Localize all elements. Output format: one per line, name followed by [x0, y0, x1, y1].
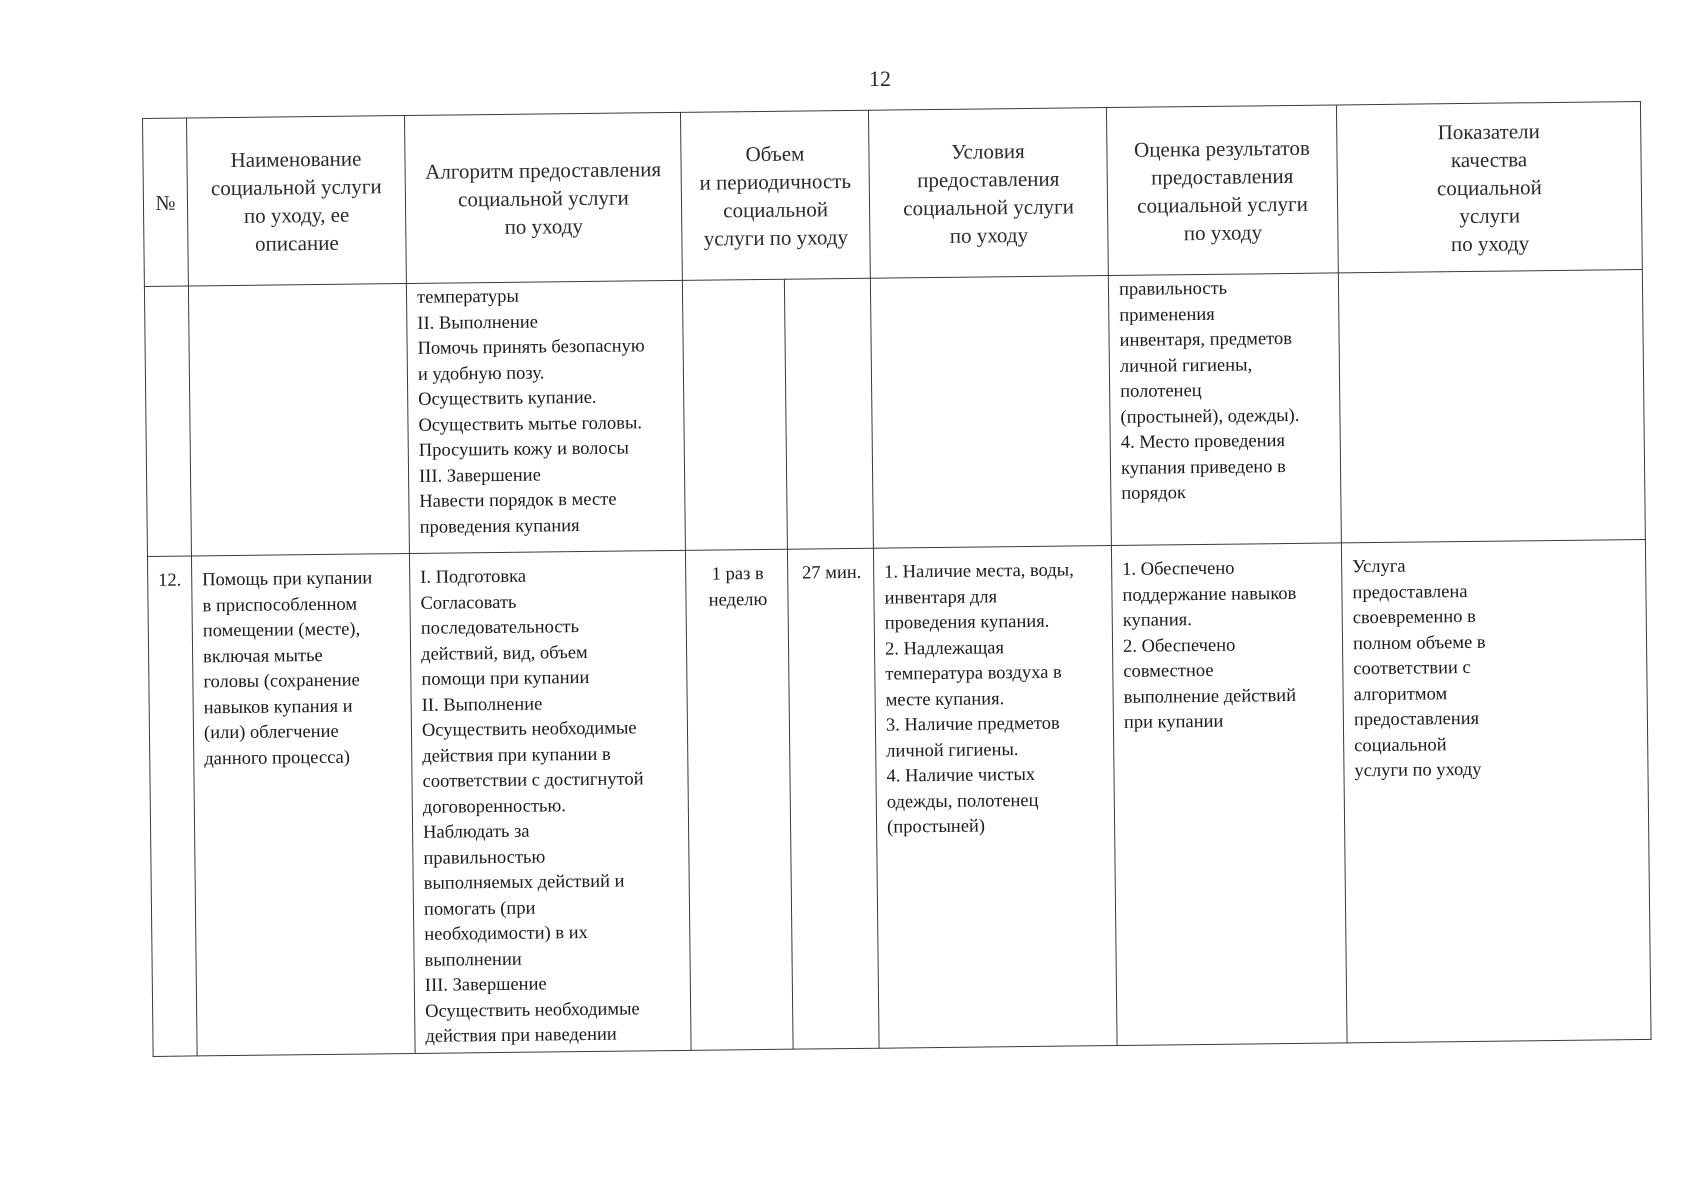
text-line: 2. Обеспечено: [1122, 635, 1236, 657]
text-line: услуги по уходу: [703, 224, 849, 251]
text-line: социальной: [1354, 734, 1447, 756]
text-line: 1. Наличие места, воды,: [884, 560, 1074, 583]
text-line: действия при купании в: [422, 744, 611, 767]
text-line: поддержание навыков: [1122, 583, 1297, 606]
text-line: помощи при купании: [421, 667, 590, 690]
text-line: по уходу: [1183, 219, 1263, 245]
text-line: выполнение действий: [1123, 685, 1297, 708]
header-evaluation: [1106, 105, 1338, 276]
text-line: действия при наведении: [425, 1024, 617, 1047]
text-line: и удобную позу.: [417, 362, 545, 385]
table-row-12: [147, 539, 1651, 1055]
text-line: Согласовать: [420, 592, 517, 614]
text-line: Помочь принять безопасную: [417, 336, 645, 359]
cell-name-empty: [188, 284, 409, 556]
text-line: действий, вид, объем: [420, 642, 588, 665]
text-line: купания.: [1122, 610, 1192, 631]
text-line: Объем: [745, 140, 805, 166]
cell-quality-empty: [1338, 269, 1645, 542]
cell-duration: 27 мин.: [787, 548, 879, 1048]
cell-algorithm-continued: [406, 280, 685, 553]
cell-num: 12.: [147, 556, 197, 1056]
text-line: температура воздуха в: [885, 662, 1062, 685]
table-header-row: [143, 102, 1643, 287]
cell-evaluation-continued: [1108, 273, 1341, 546]
text-line: социальной услуги: [210, 173, 382, 200]
text-line: Осуществить купание.: [418, 387, 597, 410]
text-line: по уходу, ее: [243, 202, 350, 228]
text-line: Просушить кожу и волосы: [418, 438, 629, 461]
text-line: неделю: [708, 589, 768, 611]
header-algorithm: [404, 112, 682, 283]
text-line: необходимости) в их: [424, 922, 588, 945]
text-line: Услуга: [1352, 556, 1406, 578]
text-line: Осуществить необходимые: [421, 718, 637, 741]
header-quality: [1336, 102, 1642, 273]
text-line: по уходу: [504, 213, 584, 239]
text-line: договоренностью.: [422, 795, 567, 818]
services-table: [142, 101, 1652, 1056]
text-line: личной гигиены,: [1119, 354, 1253, 377]
text-line: порядок: [1121, 483, 1187, 504]
text-line: социальной услуги: [457, 184, 629, 211]
cell-conditions: [873, 546, 1117, 1048]
text-line: выполнении: [424, 949, 522, 971]
text-line: навыков купания и: [203, 696, 353, 718]
text-line: проведения купания.: [884, 611, 1050, 634]
header-volume: [680, 110, 870, 280]
text-line: III. Завершение: [424, 974, 547, 996]
text-line: инвентаря, предметов: [1119, 328, 1293, 351]
text-line: последовательность: [420, 617, 580, 639]
text-line: качества: [1450, 146, 1528, 172]
text-line: по уходу: [949, 222, 1029, 248]
text-line: Условия: [951, 138, 1025, 164]
text-line: Наблюдать за: [423, 821, 530, 843]
text-line: социальной услуги: [903, 193, 1075, 220]
text-line: социальной: [723, 196, 829, 222]
text-line: правильностью: [423, 846, 546, 869]
text-line: по уходу: [1450, 230, 1530, 256]
text-line: личной гигиены.: [886, 739, 1019, 762]
text-line: месте купания.: [885, 688, 1005, 711]
text-line: помогать (при: [423, 898, 536, 920]
header-name: [187, 116, 407, 286]
text-line: I. Подготовка: [420, 566, 527, 588]
text-line: соответствии с: [1353, 657, 1471, 680]
header-num: №: [143, 118, 189, 286]
cell-algorithm: [409, 550, 691, 1053]
text-line: предоставления: [917, 166, 1060, 192]
text-line: 4. Наличие чистых: [886, 764, 1036, 787]
text-line: социальной: [1436, 174, 1542, 200]
text-line: полном объеме в: [1352, 632, 1486, 654]
text-line: II. Выполнение: [417, 312, 539, 334]
page-number: 12: [869, 66, 891, 91]
text-line: услуги: [1459, 202, 1521, 228]
text-line: (простыней), одежды).: [1120, 405, 1300, 428]
text-line: 1 раз в: [711, 563, 764, 585]
table-row-continuation: [144, 269, 1645, 556]
text-line: включая мытье: [203, 645, 323, 667]
cell-num-empty: [144, 286, 191, 556]
text-line: полотенец: [1120, 380, 1202, 402]
text-line: 2. Надлежащая: [884, 637, 1005, 660]
cell-duration-empty: [784, 278, 873, 549]
text-line: инвентаря для: [884, 586, 998, 609]
text-line: Осуществить мытье головы.: [418, 412, 643, 436]
text-line: предоставления: [1151, 163, 1294, 190]
text-line: 1. Обеспечено: [1122, 558, 1235, 580]
text-line: III. Завершение: [418, 464, 541, 487]
text-line: 4. Место проведения: [1120, 431, 1286, 453]
text-line: в приспособленном: [202, 594, 358, 616]
document-sheet: [142, 101, 1652, 1056]
text-line: Навести порядок в месте: [419, 489, 617, 512]
text-line: 3. Наличие предметов: [885, 713, 1060, 736]
text-line: (или) облегчение: [203, 721, 339, 744]
text-line: II. Выполнение: [421, 693, 543, 716]
text-line: Осуществить необходимые: [425, 998, 640, 1022]
text-line: предоставлена: [1352, 581, 1468, 603]
text-line: проведения купания: [419, 515, 580, 538]
text-line: при купании: [1123, 711, 1224, 733]
text-line: Оценка результатов: [1133, 135, 1310, 162]
text-line: помещении (месте),: [202, 619, 361, 642]
text-line: своевременно в: [1352, 606, 1476, 629]
text-line: соответствии с достигнутой: [422, 769, 644, 792]
text-line: Показатели: [1437, 118, 1540, 144]
text-line: Алгоритм предоставления: [425, 156, 662, 184]
text-line: описание: [254, 230, 339, 256]
text-line: применения: [1119, 304, 1215, 326]
text-line: Наименование: [230, 146, 362, 172]
text-line: купания приведено в: [1120, 456, 1286, 479]
text-line: Помощь при купании: [202, 568, 373, 591]
text-line: выполняемых действий и: [423, 871, 625, 894]
cell-name: [191, 553, 415, 1055]
cell-evaluation: [1111, 543, 1347, 1045]
header-conditions: [868, 108, 1108, 279]
text-line: услуги по уходу: [1354, 759, 1482, 782]
text-line: и периодичность: [699, 168, 852, 195]
cell-periodicity-empty: [682, 279, 787, 550]
text-line: головы (сохранение: [203, 670, 360, 693]
text-line: социальной услуги: [1137, 191, 1309, 218]
text-line: температуры: [416, 286, 520, 308]
text-line: алгоритмом: [1353, 683, 1448, 705]
text-line: (простыней): [887, 816, 986, 838]
text-line: одежды, полотенец: [886, 790, 1039, 813]
cell-conditions-empty: [870, 276, 1111, 549]
text-line: предоставления: [1353, 708, 1480, 731]
text-line: данного процесса): [204, 747, 351, 769]
cell-quality: [1341, 539, 1651, 1042]
cell-periodicity: [685, 549, 793, 1050]
text-line: совместное: [1123, 660, 1214, 682]
text-line: правильность: [1118, 278, 1228, 300]
